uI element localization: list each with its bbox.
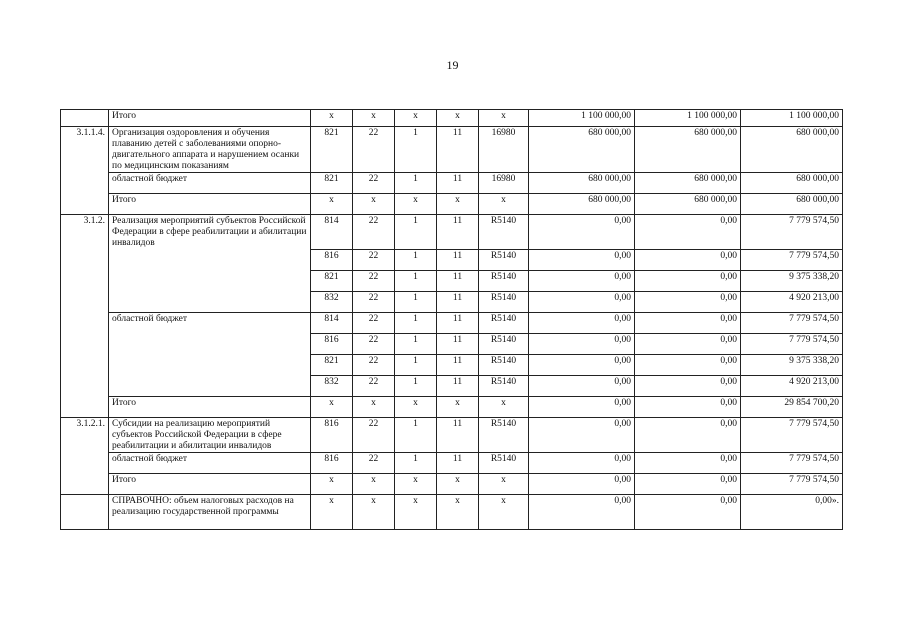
cell-v1: 0,00 (529, 334, 635, 355)
cell-v3: 1 100 000,00 (741, 110, 843, 127)
table-row (61, 110, 843, 127)
cell-c5: 16980 (479, 127, 529, 173)
cell-c1: 816 (311, 334, 353, 355)
row-code: 3.1.1.4. (61, 127, 109, 215)
cell-c4: 11 (437, 127, 479, 173)
cell-v3: 4 920 213,00 (741, 292, 843, 313)
cell-c5: R5140 (479, 418, 529, 453)
cell-c4: х (437, 194, 479, 215)
cell-c5: R5140 (479, 453, 529, 474)
cell-v1: 680 000,00 (529, 173, 635, 194)
cell-v1: 0,00 (529, 495, 635, 530)
cell-c2: 22 (353, 250, 395, 271)
cell-v3: 0,00». (741, 495, 843, 530)
cell-c5: х (479, 495, 529, 530)
cell-c3: х (395, 194, 437, 215)
table-row (61, 215, 843, 250)
cell-c3: 1 (395, 355, 437, 376)
cell-c1: 832 (311, 292, 353, 313)
cell-v2: 680 000,00 (635, 173, 741, 194)
cell-v1: 0,00 (529, 355, 635, 376)
row-name: СПРАВОЧНО: объем налоговых расходов на реализацию государственной программы (109, 495, 311, 530)
cell-v3: 29 854 700,20 (741, 397, 843, 418)
cell-c4: х (437, 397, 479, 418)
cell-v3: 7 779 574,50 (741, 250, 843, 271)
cell-c5: R5140 (479, 250, 529, 271)
cell-c5: R5140 (479, 376, 529, 397)
cell-c5: х (479, 397, 529, 418)
cell-c4: 11 (437, 250, 479, 271)
table-row (61, 474, 843, 495)
cell-c1: 821 (311, 173, 353, 194)
table-row (61, 453, 843, 474)
cell-c5: R5140 (479, 271, 529, 292)
row-name: Итого (109, 194, 311, 215)
cell-c3: 1 (395, 215, 437, 250)
cell-c2: 22 (353, 271, 395, 292)
cell-c1: 832 (311, 376, 353, 397)
cell-v1: 0,00 (529, 474, 635, 495)
cell-c1: х (311, 397, 353, 418)
cell-c4: 11 (437, 453, 479, 474)
cell-v1: 680 000,00 (529, 194, 635, 215)
cell-v3: 680 000,00 (741, 127, 843, 173)
cell-c4: 11 (437, 418, 479, 453)
cell-c3: 1 (395, 453, 437, 474)
cell-c1: 816 (311, 250, 353, 271)
cell-v1: 0,00 (529, 397, 635, 418)
cell-c3: 1 (395, 418, 437, 453)
cell-c5: х (479, 194, 529, 215)
table-row (61, 397, 843, 418)
cell-c2: х (353, 110, 395, 127)
table-row (61, 418, 843, 453)
cell-c4: 11 (437, 376, 479, 397)
cell-c2: 22 (353, 376, 395, 397)
cell-c5: х (479, 474, 529, 495)
cell-c2: 22 (353, 127, 395, 173)
cell-v1: 1 100 000,00 (529, 110, 635, 127)
cell-v3: 7 779 574,50 (741, 215, 843, 250)
cell-v3: 7 779 574,50 (741, 474, 843, 495)
cell-c4: 11 (437, 334, 479, 355)
row-code: 3.1.2.1. (61, 418, 109, 495)
row-name: областной бюджет (109, 173, 311, 194)
cell-v1: 0,00 (529, 453, 635, 474)
cell-c3: 1 (395, 376, 437, 397)
cell-v2: 0,00 (635, 250, 741, 271)
cell-c2: 22 (353, 355, 395, 376)
cell-v2: 0,00 (635, 334, 741, 355)
cell-v2: 1 100 000,00 (635, 110, 741, 127)
cell-c5: R5140 (479, 215, 529, 250)
cell-c4: 11 (437, 173, 479, 194)
cell-c1: х (311, 194, 353, 215)
cell-c5: х (479, 110, 529, 127)
cell-c2: 22 (353, 215, 395, 250)
cell-v2: 0,00 (635, 418, 741, 453)
budget-table (60, 109, 843, 530)
row-name: областной бюджет (109, 453, 311, 474)
cell-c1: 814 (311, 313, 353, 334)
table-row (61, 194, 843, 215)
cell-c3: 1 (395, 127, 437, 173)
row-name: Итого (109, 110, 311, 127)
cell-c4: 11 (437, 215, 479, 250)
cell-v1: 0,00 (529, 376, 635, 397)
cell-c3: 1 (395, 271, 437, 292)
cell-v2: 0,00 (635, 292, 741, 313)
cell-c1: х (311, 495, 353, 530)
cell-c3: 1 (395, 313, 437, 334)
cell-v2: 680 000,00 (635, 194, 741, 215)
cell-v2: 0,00 (635, 271, 741, 292)
row-name: Организация оздоровления и обучения плаванию детей с заболеваниями опорно-двигательного аппарата и нарушением осанки по медицинским показаниям (109, 127, 311, 173)
table-row (61, 313, 843, 334)
cell-c2: 22 (353, 453, 395, 474)
row-name: Субсидии на реализацию мероприятий субъектов Российской Федерации в сфере реабилитации и абилитации инвалидов (109, 418, 311, 453)
cell-c3: х (395, 110, 437, 127)
cell-v3: 9 375 338,20 (741, 355, 843, 376)
cell-c1: 821 (311, 127, 353, 173)
cell-v2: 0,00 (635, 215, 741, 250)
cell-v3: 4 920 213,00 (741, 376, 843, 397)
cell-v3: 680 000,00 (741, 194, 843, 215)
table-row (61, 173, 843, 194)
cell-c2: 22 (353, 173, 395, 194)
cell-c2: х (353, 495, 395, 530)
cell-v3: 7 779 574,50 (741, 418, 843, 453)
cell-c2: х (353, 397, 395, 418)
cell-v1: 0,00 (529, 292, 635, 313)
cell-v2: 0,00 (635, 397, 741, 418)
cell-c1: 821 (311, 271, 353, 292)
cell-c1: 821 (311, 355, 353, 376)
row-name: Итого (109, 397, 311, 418)
row-code: 3.1.2. (61, 215, 109, 418)
cell-c2: х (353, 474, 395, 495)
table-row (61, 127, 843, 173)
cell-v3: 9 375 338,20 (741, 271, 843, 292)
cell-c1: х (311, 110, 353, 127)
row-name: Реализация мероприятий субъектов Российской Федерации в сфере реабилитации и абилитации инвалидов (109, 215, 311, 313)
cell-v1: 0,00 (529, 313, 635, 334)
cell-c4: х (437, 110, 479, 127)
cell-c1: 816 (311, 418, 353, 453)
cell-v1: 0,00 (529, 271, 635, 292)
cell-c2: 22 (353, 313, 395, 334)
cell-v2: 0,00 (635, 355, 741, 376)
cell-v1: 0,00 (529, 215, 635, 250)
cell-c5: R5140 (479, 292, 529, 313)
cell-v1: 680 000,00 (529, 127, 635, 173)
cell-v2: 0,00 (635, 313, 741, 334)
cell-c3: 1 (395, 250, 437, 271)
cell-c2: х (353, 194, 395, 215)
cell-c4: 11 (437, 313, 479, 334)
row-name: областной бюджет (109, 313, 311, 397)
cell-c4: 11 (437, 292, 479, 313)
cell-c1: 816 (311, 453, 353, 474)
cell-c4: 11 (437, 271, 479, 292)
cell-c1: х (311, 474, 353, 495)
cell-v2: 0,00 (635, 495, 741, 530)
cell-v2: 0,00 (635, 376, 741, 397)
cell-c5: R5140 (479, 355, 529, 376)
row-code (61, 495, 109, 530)
cell-c4: 11 (437, 355, 479, 376)
cell-c2: 22 (353, 418, 395, 453)
cell-c5: 16980 (479, 173, 529, 194)
cell-v2: 0,00 (635, 474, 741, 495)
page-number: 19 (446, 58, 459, 72)
cell-c3: х (395, 397, 437, 418)
cell-v3: 680 000,00 (741, 173, 843, 194)
cell-v1: 0,00 (529, 250, 635, 271)
cell-c2: 22 (353, 334, 395, 355)
cell-c5: R5140 (479, 313, 529, 334)
cell-c4: х (437, 474, 479, 495)
cell-v2: 680 000,00 (635, 127, 741, 173)
cell-c1: 814 (311, 215, 353, 250)
row-code (61, 110, 109, 127)
cell-c2: 22 (353, 292, 395, 313)
cell-c3: 1 (395, 334, 437, 355)
cell-v2: 0,00 (635, 453, 741, 474)
cell-c3: 1 (395, 292, 437, 313)
cell-v1: 0,00 (529, 418, 635, 453)
cell-c5: R5140 (479, 334, 529, 355)
cell-v3: 7 779 574,50 (741, 453, 843, 474)
cell-c3: х (395, 495, 437, 530)
cell-c3: 1 (395, 173, 437, 194)
cell-c3: х (395, 474, 437, 495)
cell-c4: х (437, 495, 479, 530)
cell-v3: 7 779 574,50 (741, 334, 843, 355)
cell-v3: 7 779 574,50 (741, 313, 843, 334)
row-name: Итого (109, 474, 311, 495)
table-row (61, 495, 843, 530)
